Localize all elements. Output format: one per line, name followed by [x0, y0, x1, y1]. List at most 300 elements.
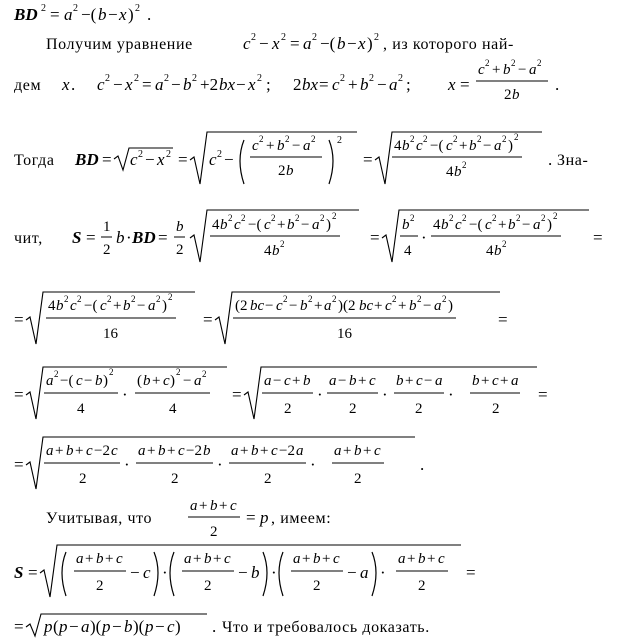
svg-text:+: + — [213, 551, 222, 567]
svg-text:c: c — [284, 373, 291, 389]
svg-text:c: c — [76, 373, 83, 389]
svg-text:b: b — [210, 498, 218, 514]
svg-text:x: x — [272, 34, 280, 53]
svg-text:b: b — [402, 138, 410, 154]
svg-text:−(: −( — [84, 298, 98, 314]
svg-text:−: − — [155, 617, 165, 636]
svg-text:4: 4 — [404, 243, 412, 259]
svg-text:2: 2 — [462, 160, 467, 170]
svg-text:2: 2 — [210, 524, 218, 540]
svg-text:2: 2 — [264, 471, 272, 487]
svg-text:2: 2 — [96, 578, 104, 594]
svg-text:p: p — [102, 617, 111, 636]
svg-text:c: c — [209, 150, 217, 169]
svg-text:Учитывая, что: Учитывая, что — [46, 510, 153, 527]
svg-text:b: b — [277, 138, 285, 154]
svg-text:(: ( — [137, 373, 142, 389]
text-line-2 — [46, 32, 514, 53]
svg-text:b: b — [98, 5, 107, 24]
svg-text:a: a — [494, 138, 502, 154]
svg-text:−: − — [289, 298, 298, 314]
svg-text:2: 2 — [131, 294, 136, 304]
svg-text:2: 2 — [73, 3, 78, 14]
svg-text:·: · — [317, 385, 323, 404]
svg-text:·: · — [217, 455, 223, 474]
svg-text:+: + — [492, 62, 501, 78]
svg-text:c: c — [167, 617, 175, 636]
svg-text:2: 2 — [442, 294, 447, 304]
svg-text:1: 1 — [103, 219, 111, 235]
svg-text:2: 2 — [477, 134, 482, 144]
svg-text:c: c — [455, 217, 462, 233]
svg-text:2: 2 — [449, 213, 454, 223]
svg-text:): ) — [162, 298, 167, 314]
svg-text:+: + — [322, 551, 331, 567]
svg-text:·: · — [122, 385, 128, 404]
svg-text:b: b — [124, 617, 133, 636]
svg-text:=: = — [158, 228, 168, 247]
svg-text:a: a — [46, 443, 54, 459]
svg-text:a: a — [293, 551, 301, 567]
svg-text:2: 2 — [349, 401, 357, 417]
svg-text:−: − — [483, 138, 492, 154]
svg-text:x: x — [358, 34, 366, 53]
svg-text:c: c — [276, 298, 283, 314]
formula-line-11 — [14, 614, 430, 636]
formula-line-8 — [14, 437, 424, 489]
svg-text:): ) — [367, 34, 373, 53]
svg-text:=: = — [538, 385, 548, 404]
svg-text:b: b — [56, 298, 64, 314]
svg-text:−: − — [224, 150, 234, 169]
svg-text:c: c — [478, 62, 485, 78]
svg-text:−2: −2 — [94, 443, 110, 459]
svg-text:2: 2 — [504, 87, 512, 103]
svg-text:+: + — [459, 138, 468, 154]
svg-text:a: a — [264, 373, 272, 389]
svg-text:−: − — [292, 138, 301, 154]
svg-text:2: 2 — [295, 213, 300, 223]
svg-text:c: c — [446, 138, 453, 154]
svg-text:+: + — [199, 498, 208, 514]
svg-text:−(: −( — [81, 5, 97, 24]
svg-text:2: 2 — [398, 73, 403, 84]
svg-text:b: b — [418, 551, 426, 567]
text-line-9 — [46, 498, 331, 540]
svg-text:b: b — [503, 62, 511, 78]
svg-text:=: = — [232, 385, 242, 404]
svg-text:c: c — [438, 551, 445, 567]
svg-text:a: a — [296, 443, 304, 459]
svg-text:c: c — [130, 150, 138, 169]
svg-text:2: 2 — [415, 401, 423, 417]
svg-text:.: . — [212, 617, 217, 636]
svg-text:): ) — [508, 138, 513, 154]
svg-text:c: c — [243, 34, 251, 53]
svg-text:2: 2 — [77, 294, 82, 304]
svg-text:+: + — [147, 443, 156, 459]
svg-text:−: − — [171, 75, 181, 94]
svg-text:2: 2 — [79, 471, 87, 487]
svg-text:+: + — [167, 443, 176, 459]
svg-text:bc: bc — [359, 298, 374, 314]
svg-text:c: c — [416, 373, 423, 389]
svg-text:b: b — [203, 443, 211, 459]
formula-line-6 — [14, 292, 508, 344]
svg-text:c: c — [100, 298, 107, 314]
svg-text:+: + — [343, 443, 352, 459]
svg-text:b: b — [158, 443, 166, 459]
svg-text:a: a — [389, 75, 398, 94]
svg-text:2: 2 — [202, 369, 207, 379]
svg-text:4: 4 — [446, 164, 454, 180]
svg-text:2: 2 — [109, 367, 114, 377]
svg-text:2: 2 — [168, 292, 173, 302]
svg-text:−: − — [522, 217, 531, 233]
svg-text:b: b — [95, 373, 103, 389]
svg-text:b: b — [469, 138, 477, 154]
svg-text:2: 2 — [492, 213, 497, 223]
svg-text:b: b — [204, 551, 212, 567]
svg-text:a: a — [398, 551, 406, 567]
svg-text:a: a — [303, 34, 312, 53]
svg-text:=: = — [102, 150, 112, 169]
svg-text:4: 4 — [433, 217, 441, 233]
svg-text:=: = — [466, 563, 476, 582]
svg-text:(2: (2 — [235, 298, 248, 314]
svg-text:b: b — [96, 551, 104, 567]
svg-text:b: b — [66, 443, 74, 459]
svg-text:2: 2 — [332, 211, 337, 221]
svg-text:x: x — [157, 150, 165, 169]
svg-text:−: − — [377, 75, 387, 94]
svg-text:−2: −2 — [186, 443, 202, 459]
svg-text:−: − — [113, 75, 123, 94]
svg-text:b: b — [143, 373, 151, 389]
svg-text:c: c — [374, 443, 381, 459]
svg-text:bx: bx — [219, 75, 236, 94]
svg-text:2: 2 — [462, 213, 467, 223]
svg-text:a: a — [435, 373, 443, 389]
svg-text:+: + — [374, 298, 383, 314]
svg-text:)(2: )(2 — [338, 298, 356, 314]
svg-text:Зна-: Зна- — [557, 152, 589, 169]
svg-text:2: 2 — [271, 213, 276, 223]
svg-text:−: − — [265, 298, 274, 314]
svg-text:p: p — [260, 508, 269, 527]
svg-text:2: 2 — [511, 58, 516, 68]
svg-text:=: = — [14, 455, 24, 474]
svg-text:BD: BD — [14, 5, 38, 24]
svg-text:c: c — [416, 138, 423, 154]
svg-text:2: 2 — [410, 213, 415, 223]
formula-line-10 — [14, 545, 476, 597]
svg-text:2: 2 — [308, 294, 313, 304]
svg-text:·: · — [124, 455, 130, 474]
svg-text:c: c — [116, 551, 123, 567]
svg-text:a: a — [303, 138, 311, 154]
svg-text:2: 2 — [418, 578, 426, 594]
svg-text:)(: )( — [90, 617, 102, 636]
svg-text:=: = — [178, 150, 188, 169]
svg-text:+: + — [55, 443, 64, 459]
svg-text:2: 2 — [313, 578, 321, 594]
svg-text:2: 2 — [417, 294, 422, 304]
svg-text:2: 2 — [217, 149, 222, 160]
svg-text:·: · — [380, 563, 386, 582]
svg-text:S: S — [72, 228, 82, 247]
svg-text:b: b — [300, 298, 308, 314]
svg-text:b: b — [360, 75, 369, 94]
svg-text:b: b — [354, 443, 362, 459]
svg-text:b: b — [454, 164, 462, 180]
svg-text:·: · — [310, 455, 316, 474]
svg-text:b: b — [303, 373, 311, 389]
svg-text:b: b — [272, 243, 280, 259]
svg-text:): ) — [170, 373, 175, 389]
svg-text:4: 4 — [169, 401, 177, 417]
svg-text:+: + — [498, 217, 507, 233]
svg-text:=: = — [498, 310, 508, 329]
svg-text:c: c — [230, 498, 237, 514]
svg-text:4: 4 — [77, 401, 85, 417]
svg-text:+: + — [219, 498, 228, 514]
svg-text:+: + — [75, 443, 84, 459]
svg-text:+: + — [240, 443, 249, 459]
svg-text:2: 2 — [502, 134, 507, 144]
svg-text:−: − — [347, 563, 357, 582]
svg-text:−: − — [238, 563, 248, 582]
svg-text:=: = — [370, 228, 380, 247]
svg-text:(: ( — [53, 617, 59, 636]
svg-text:p: p — [44, 617, 53, 636]
svg-text:b: b — [183, 75, 192, 94]
svg-text:=: = — [28, 563, 38, 582]
svg-text:a: a — [329, 373, 337, 389]
text-iz-kotorogo: , из которого най- — [383, 36, 514, 53]
svg-text:+: + — [193, 551, 202, 567]
svg-text:x: x — [119, 5, 127, 24]
svg-text:a: a — [190, 498, 198, 514]
svg-text:−: − — [424, 373, 433, 389]
svg-text:b: b — [441, 217, 449, 233]
svg-text:2: 2 — [103, 242, 111, 258]
svg-text:c: c — [332, 75, 340, 94]
formula-line-5 — [14, 210, 603, 262]
svg-text:·: · — [126, 228, 132, 247]
svg-text:4: 4 — [486, 243, 494, 259]
svg-text:2: 2 — [293, 75, 302, 94]
svg-text:+: + — [85, 551, 94, 567]
formula-line-7 — [14, 367, 548, 419]
svg-text:;: ; — [266, 75, 271, 94]
svg-text:+: + — [481, 373, 490, 389]
svg-text:2: 2 — [369, 73, 374, 84]
svg-text:=: = — [14, 310, 24, 329]
svg-text:c: c — [271, 443, 278, 459]
svg-text:+: + — [260, 443, 269, 459]
svg-text:·: · — [162, 563, 168, 582]
svg-text:+: + — [363, 443, 372, 459]
svg-text:a: a — [148, 298, 156, 314]
svg-text:+: + — [348, 75, 358, 94]
svg-text:2: 2 — [105, 73, 110, 84]
svg-text:2: 2 — [410, 134, 415, 144]
svg-text:c: c — [178, 443, 185, 459]
svg-text:чит,: чит, — [14, 230, 43, 247]
svg-text:2: 2 — [423, 134, 428, 144]
svg-text:a: a — [511, 373, 519, 389]
svg-text:Тогда: Тогда — [14, 152, 55, 169]
svg-text:·: · — [448, 385, 454, 404]
svg-text:2: 2 — [228, 213, 233, 223]
svg-text:2: 2 — [392, 294, 397, 304]
svg-text:.: . — [548, 150, 553, 169]
svg-text:=: = — [246, 508, 256, 527]
svg-text:2: 2 — [492, 401, 500, 417]
svg-text:.: . — [71, 75, 76, 94]
svg-text:): ) — [175, 617, 181, 636]
svg-text:2: 2 — [251, 32, 256, 43]
svg-text:2: 2 — [283, 294, 288, 304]
svg-text:дем: дем — [14, 77, 42, 94]
svg-text:2: 2 — [171, 471, 179, 487]
svg-text:b: b — [313, 551, 321, 567]
svg-text:=: = — [593, 228, 603, 247]
svg-text:b: b — [349, 373, 357, 389]
svg-text:x: x — [248, 75, 256, 94]
svg-text:2: 2 — [134, 73, 139, 84]
svg-text:c: c — [385, 298, 392, 314]
svg-text:−: − — [338, 373, 347, 389]
svg-text:bx: bx — [302, 75, 319, 94]
svg-text:=: = — [14, 385, 24, 404]
svg-text:b: b — [286, 163, 294, 179]
svg-text:c: c — [264, 217, 271, 233]
svg-text:−: − — [518, 62, 527, 78]
svg-text:+: + — [105, 551, 114, 567]
svg-text:Что и требовалось доказать.: Что и требовалось доказать. — [222, 619, 430, 636]
svg-text:−: − — [273, 373, 282, 389]
svg-text:a: a — [76, 551, 84, 567]
svg-text:2: 2 — [514, 132, 519, 142]
svg-text:a: a — [155, 75, 164, 94]
svg-text:): ) — [326, 217, 331, 233]
svg-text:2: 2 — [332, 294, 337, 304]
svg-text:−: − — [236, 75, 246, 94]
svg-text:4: 4 — [48, 298, 56, 314]
svg-text:−(: −( — [248, 217, 262, 233]
svg-text:2: 2 — [553, 211, 558, 221]
svg-text:+: + — [292, 373, 301, 389]
svg-text:·: · — [382, 385, 388, 404]
svg-text:−(: −( — [320, 34, 336, 53]
svg-text:+: + — [405, 373, 414, 389]
svg-text:x: x — [125, 75, 133, 94]
svg-text:c: c — [369, 373, 376, 389]
svg-text:=: = — [460, 75, 470, 94]
svg-text:+: + — [314, 298, 323, 314]
svg-text:c: c — [485, 217, 492, 233]
svg-text:c: c — [70, 298, 77, 314]
svg-text:b: b — [251, 563, 260, 582]
svg-text:a: a — [46, 373, 54, 389]
svg-text:c: c — [86, 443, 93, 459]
svg-text:x: x — [62, 75, 70, 94]
svg-text:2: 2 — [541, 213, 546, 223]
svg-text:p: p — [145, 617, 154, 636]
svg-text:b: b — [251, 443, 259, 459]
svg-text:c: c — [111, 443, 118, 459]
svg-text:16: 16 — [103, 326, 118, 342]
svg-text:a: a — [529, 62, 537, 78]
svg-text:2: 2 — [312, 32, 317, 43]
formula-line-4 — [14, 132, 588, 184]
svg-text:−: − — [183, 373, 192, 389]
svg-text:2: 2 — [284, 401, 292, 417]
svg-text:c: c — [234, 217, 241, 233]
svg-text:+: + — [358, 373, 367, 389]
svg-text:2: 2 — [311, 134, 316, 144]
svg-text:=: = — [86, 228, 96, 247]
svg-text:=: = — [142, 75, 152, 94]
svg-text:−: − — [130, 563, 140, 582]
svg-text:2: 2 — [354, 471, 362, 487]
svg-text:, имеем:: , имеем: — [271, 510, 332, 527]
svg-text:): ) — [448, 298, 453, 314]
svg-text:b: b — [220, 217, 228, 233]
svg-text:+: + — [266, 138, 275, 154]
svg-text:=: = — [290, 34, 300, 53]
svg-text:BD: BD — [132, 228, 156, 247]
svg-text:c: c — [163, 373, 170, 389]
svg-text:c: c — [333, 551, 340, 567]
svg-text:;: ; — [406, 75, 411, 94]
svg-text:+: + — [277, 217, 286, 233]
svg-text:−(: −( — [60, 373, 74, 389]
svg-text:a: a — [81, 617, 90, 636]
svg-text:b: b — [396, 373, 404, 389]
svg-text:=: = — [50, 5, 60, 24]
svg-text:)(: )( — [133, 617, 145, 636]
svg-text:−(: −( — [430, 138, 444, 154]
svg-text:2: 2 — [278, 163, 286, 179]
svg-text:b: b — [123, 298, 131, 314]
svg-text:2: 2 — [537, 58, 542, 68]
svg-text:b: b — [508, 217, 516, 233]
svg-text:a: a — [184, 551, 192, 567]
svg-text:b: b — [494, 243, 502, 259]
svg-text:·: · — [271, 563, 277, 582]
svg-text:2: 2 — [166, 149, 171, 160]
svg-text:b: b — [512, 87, 520, 103]
svg-text:a: a — [194, 373, 202, 389]
svg-text:2: 2 — [280, 239, 285, 249]
svg-text:4: 4 — [264, 243, 272, 259]
svg-text:·: · — [421, 228, 427, 247]
svg-text:2: 2 — [204, 578, 212, 594]
svg-text:=: = — [363, 150, 373, 169]
svg-text:+: + — [113, 298, 122, 314]
svg-text:a: a — [312, 217, 320, 233]
svg-text:2: 2 — [337, 135, 342, 146]
svg-text:c: c — [224, 551, 231, 567]
svg-text:c: c — [492, 373, 499, 389]
svg-text:a: a — [334, 443, 342, 459]
svg-text:4: 4 — [212, 217, 220, 233]
svg-text:−: − — [301, 217, 310, 233]
svg-text:x: x — [448, 75, 456, 94]
